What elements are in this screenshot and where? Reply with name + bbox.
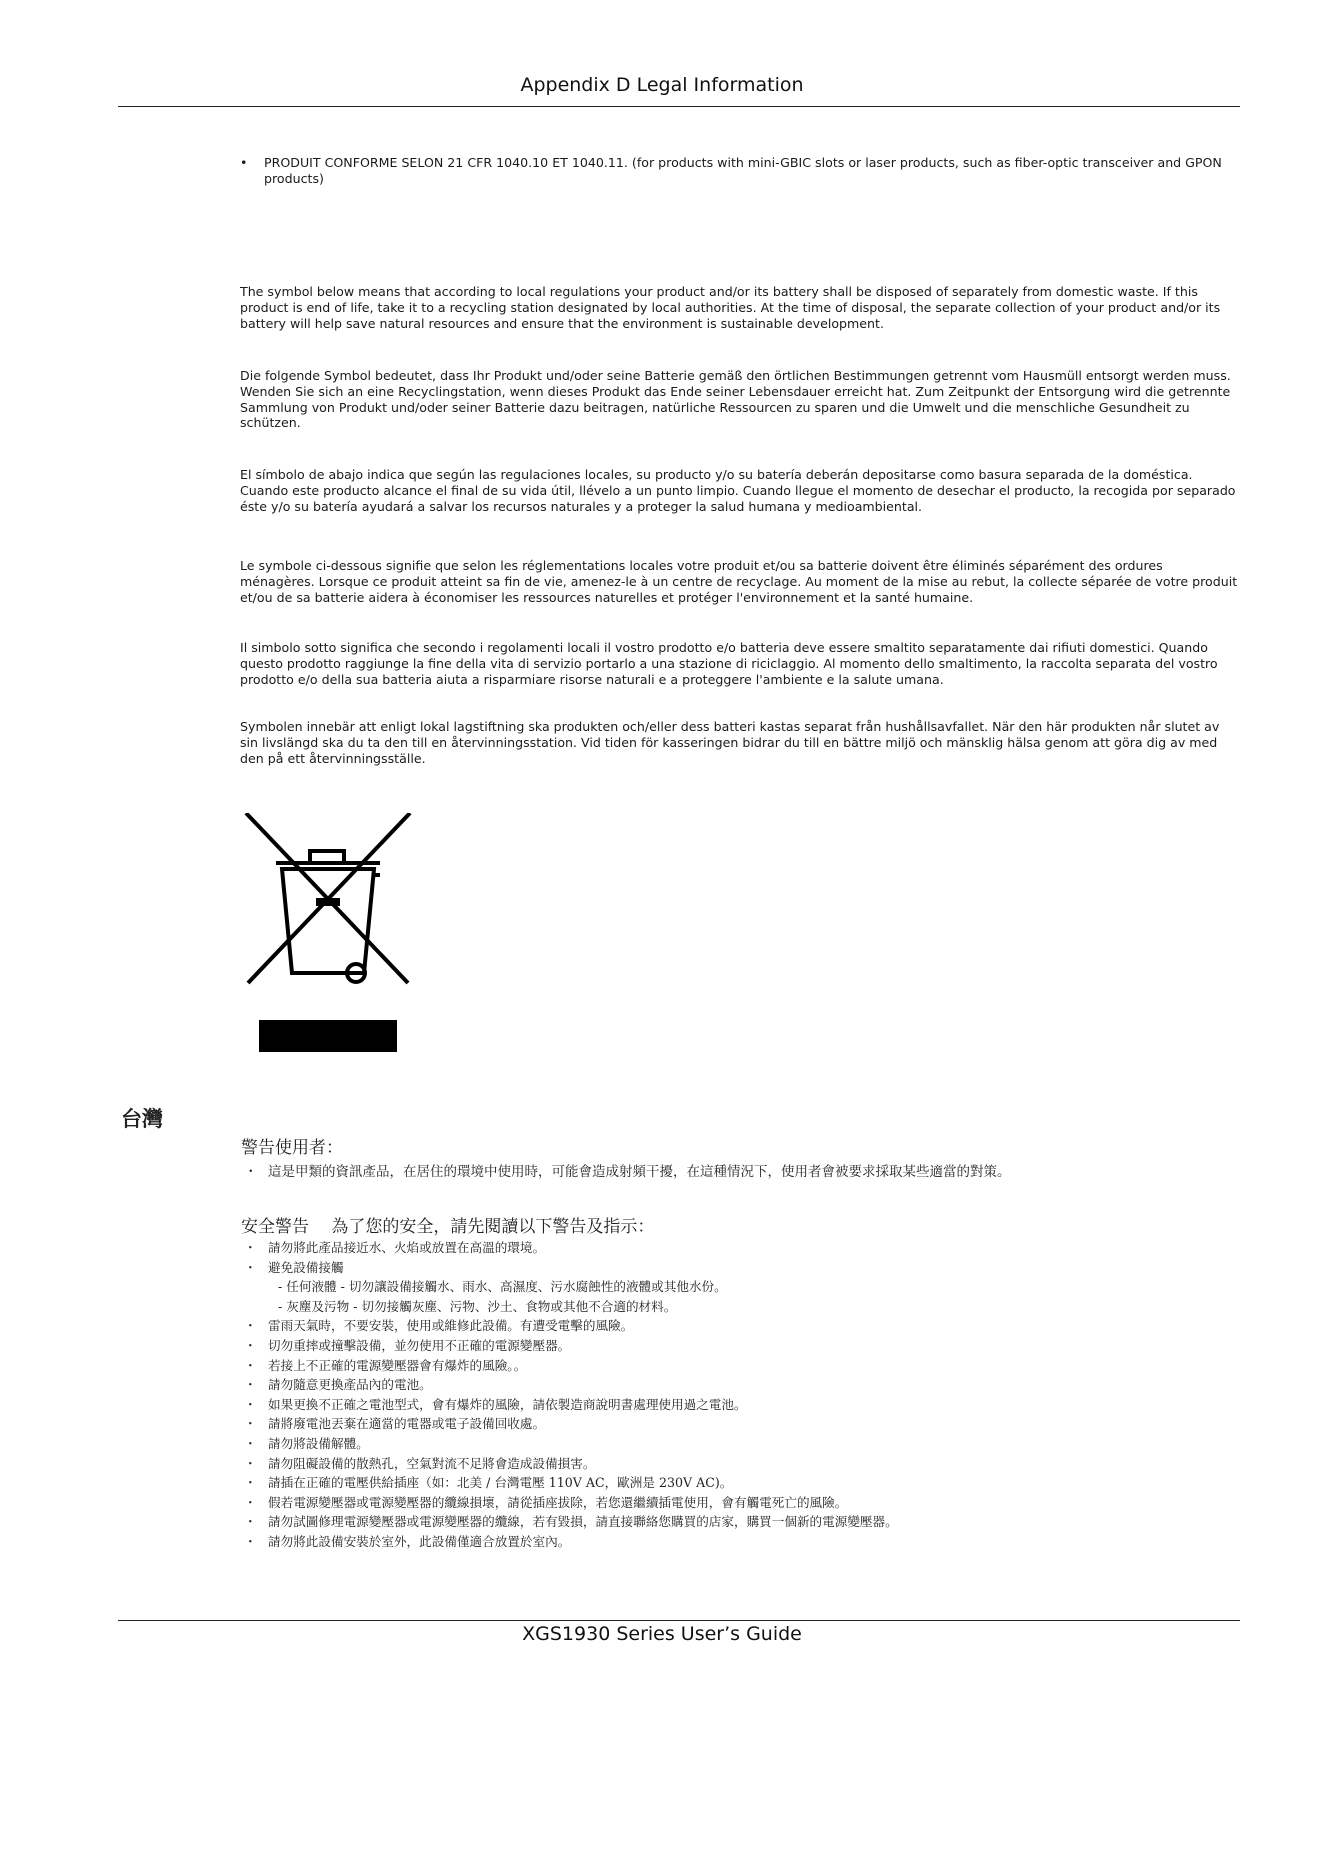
safety-item-text: 請將廢電池丟棄在適當的電器或電子設備回收處。	[268, 1416, 546, 1432]
safety-list-item	[244, 1356, 1244, 1376]
safety-sub-item	[244, 1297, 1244, 1317]
header-divider	[118, 106, 1240, 107]
bullet-dot: ・	[244, 1475, 257, 1491]
warning-bullet-text: 這是甲類的資訊產品，在居住的環境中使用時，可能會造成射頻干擾，在這種情況下，使用者會被要求採取某些適當的對策。	[268, 1164, 1011, 1180]
safety-list-item	[244, 1414, 1244, 1434]
safety-item-text: 請勿將此產品接近水、火焰或放置在高溫的環境。	[268, 1240, 546, 1255]
safety-list-item	[244, 1493, 1244, 1513]
safety-list-item	[244, 1316, 1244, 1336]
page-footer-title: XGS1930 Series User’s Guide	[522, 1623, 802, 1645]
safety-item-text: 假若電源變壓器或電源變壓器的纜線損壞，請從插座拔除，若您還繼續插電使用，會有觸電死亡的風險。	[268, 1494, 848, 1510]
safety-warning-list	[244, 1238, 1244, 1552]
bullet-dot: ・	[244, 1435, 257, 1451]
warning-bullet	[244, 1160, 1244, 1180]
weee-swedish-paragraph: Symbolen innebär att enligt lokal lagstiftning ska produkten och/eller dess batteri kastas separat från hushållsavfallet. När den här produkten når slutet av sin livslängd ska du ta den till en återvinningsstation. Vid tiden för kasseringen bidrar du till en bättre miljö och mänsklig hälsa genom att göra dig av med den på ett återvinningsställe.	[240, 719, 1220, 766]
weee-english-paragraph: The symbol below means that according to local regulations your product and/or its battery shall be disposed of separately from domestic waste. If this product is end of life, take it to a recycling station designated by local authorities. At the time of disposal, the separate collection of your product and/or its battery will help save natural resources and ensure that the environment is sustainable development.	[240, 284, 1221, 331]
safety-item-text: - 任何液體 - 切勿讓設備接觸水、雨水、高濕度、污水腐蝕性的液體或其他水份。	[278, 1279, 727, 1295]
safety-item-text: 請勿將設備解體。	[268, 1435, 369, 1451]
safety-list-item	[244, 1473, 1244, 1493]
bullet-dot: ・	[244, 1514, 257, 1530]
bullet-dot: ・	[244, 1240, 257, 1255]
laser-compliance-text: PRODUIT CONFORME SELON 21 CFR 1040.10 ET 1040.11. (for products with mini-GBIC slots or laser products, such as fiber-optic transceiver and GPON products)	[264, 155, 1222, 186]
safety-list-item	[244, 1512, 1244, 1532]
safety-list-item	[244, 1238, 1244, 1258]
safety-item-text: 切勿重摔或撞擊設備，並勿使用不正確的電源變壓器。	[268, 1337, 571, 1353]
bullet-dot: ・	[244, 1455, 257, 1471]
bullet-dot: ・	[244, 1318, 257, 1334]
weee-italian-paragraph: Il simbolo sotto significa che secondo i regolamenti locali il vostro prodotto e/o batteria deve essere smaltito separatamente dai rifiuti domestici. Quando questo prodotto raggiunge la fine della vita di servizio portarlo a una stazione di riciclaggio. Al momento dello smaltimento, la raccolta separata del vostro prodotto e/o della sua batteria aiuta a risparmiare risorse naturali e a proteggere l'ambiente e la salute umana.	[240, 640, 1218, 687]
safety-list-item	[244, 1532, 1244, 1552]
safety-item-text: 雷雨天氣時，不要安裝，使用或維修此設備。有遭受電擊的風險。	[268, 1318, 634, 1334]
weee-black-bar	[259, 1020, 397, 1052]
bullet-dot: ・	[244, 1357, 257, 1373]
safety-item-text: 請插在正確的電壓供給插座（如：北美 / 台灣電壓 110V AC，歐洲是 230V AC)。	[268, 1475, 733, 1491]
safety-item-text: 請勿試圖修理電源變壓器或電源變壓器的纜線，若有毀損，請直接聯絡您購買的店家，購買一個新的電源變壓器。	[268, 1514, 898, 1530]
bullet-dot: ・	[244, 1533, 257, 1549]
safety-list-item	[244, 1434, 1244, 1454]
warning-title: 警告使用者：	[241, 1138, 343, 1158]
safety-item-text: 請勿將此設備安裝於室外，此設備僅適合放置於室內。	[268, 1533, 571, 1549]
crossed-out-wheelie-bin-icon	[240, 813, 415, 1053]
safety-sub-item	[244, 1277, 1244, 1297]
bullet-dot: ・	[244, 1416, 257, 1432]
bullet-dot: •	[240, 155, 248, 170]
footer-divider	[118, 1620, 1240, 1621]
page-header-title: Appendix D Legal Information	[520, 74, 804, 96]
bullet-dot: ・	[244, 1377, 257, 1393]
safety-list-item	[244, 1258, 1244, 1278]
laser-compliance-bullet	[240, 155, 1240, 187]
weee-spanish-paragraph: El símbolo de abajo indica que según las regulaciones locales, su producto y/o su batería deberán depositarse como basura separada de la doméstica. Cuando este producto alcance el final de su vida útil, llévelo a un punto limpio. Cuando llegue el momento de desechar el producto, la recogida por separado éste y/o su batería ayudará a salvar los recursos naturales y a proteger la salud humana y medioambiental.	[240, 467, 1236, 514]
bullet-dot: ・	[244, 1164, 258, 1180]
safety-list-item	[244, 1454, 1244, 1474]
bullet-dot: ・	[244, 1396, 257, 1412]
bullet-dot: ・	[244, 1494, 257, 1510]
safety-item-text: 避免設備接觸	[268, 1259, 344, 1275]
safety-list-item	[244, 1336, 1244, 1356]
safety-list-item	[244, 1375, 1244, 1395]
bullet-dot: ・	[244, 1259, 257, 1275]
safety-list-item	[244, 1395, 1244, 1415]
taiwan-section-heading: 台灣	[121, 1106, 163, 1131]
bullet-dot: ・	[244, 1337, 257, 1353]
safety-warning-title: 安全警告 為了您的安全，請先閱讀以下警告及指示：	[241, 1217, 655, 1237]
safety-item-text: - 灰塵及污物 - 切勿接觸灰塵、污物、沙土、食物或其他不合適的材料。	[278, 1298, 677, 1314]
weee-french-paragraph: Le symbole ci-dessous signifie que selon les réglementations locales votre produit et/ou sa batterie doivent être éliminés séparément des ordures ménagères. Lorsque ce produit atteint sa fin de vie, amenez-le à un centre de recyclage. Au moment de la mise au rebut, la collecte séparée de votre produit et/ou de sa batterie aidera à économiser les ressources naturelles et protéger l'environnement et la santé humaine.	[240, 558, 1238, 605]
safety-item-text: 請勿阻礙設備的散熱孔，空氣對流不足將會造成設備損害。	[268, 1455, 596, 1471]
safety-item-text: 請勿隨意更換產品內的電池。	[268, 1377, 432, 1393]
safety-item-text: 如果更換不正確之電池型式，會有爆炸的風險，請依製造商說明書處理使用過之電池。	[268, 1396, 747, 1412]
safety-item-text: 若接上不正確的電源變壓器會有爆炸的風險。。	[268, 1357, 527, 1373]
weee-german-paragraph: Die folgende Symbol bedeutet, dass Ihr Produkt und/oder seine Batterie gemäß den örtlichen Bestimmungen getrennt vom Hausmüll entsorgt werden muss. Wenden Sie sich an eine Recyclingstation, wenn dieses Produkt das Ende seiner Lebensdauer erreicht hat. Zum Zeitpunkt der Entsorgung wird die getrennte Sammlung von Produkt und/oder seiner Batterie dazu beitragen, natürliche Ressourcen zu sparen und die Umwelt und die menschliche Gesundheit zu schützen.	[240, 368, 1231, 431]
